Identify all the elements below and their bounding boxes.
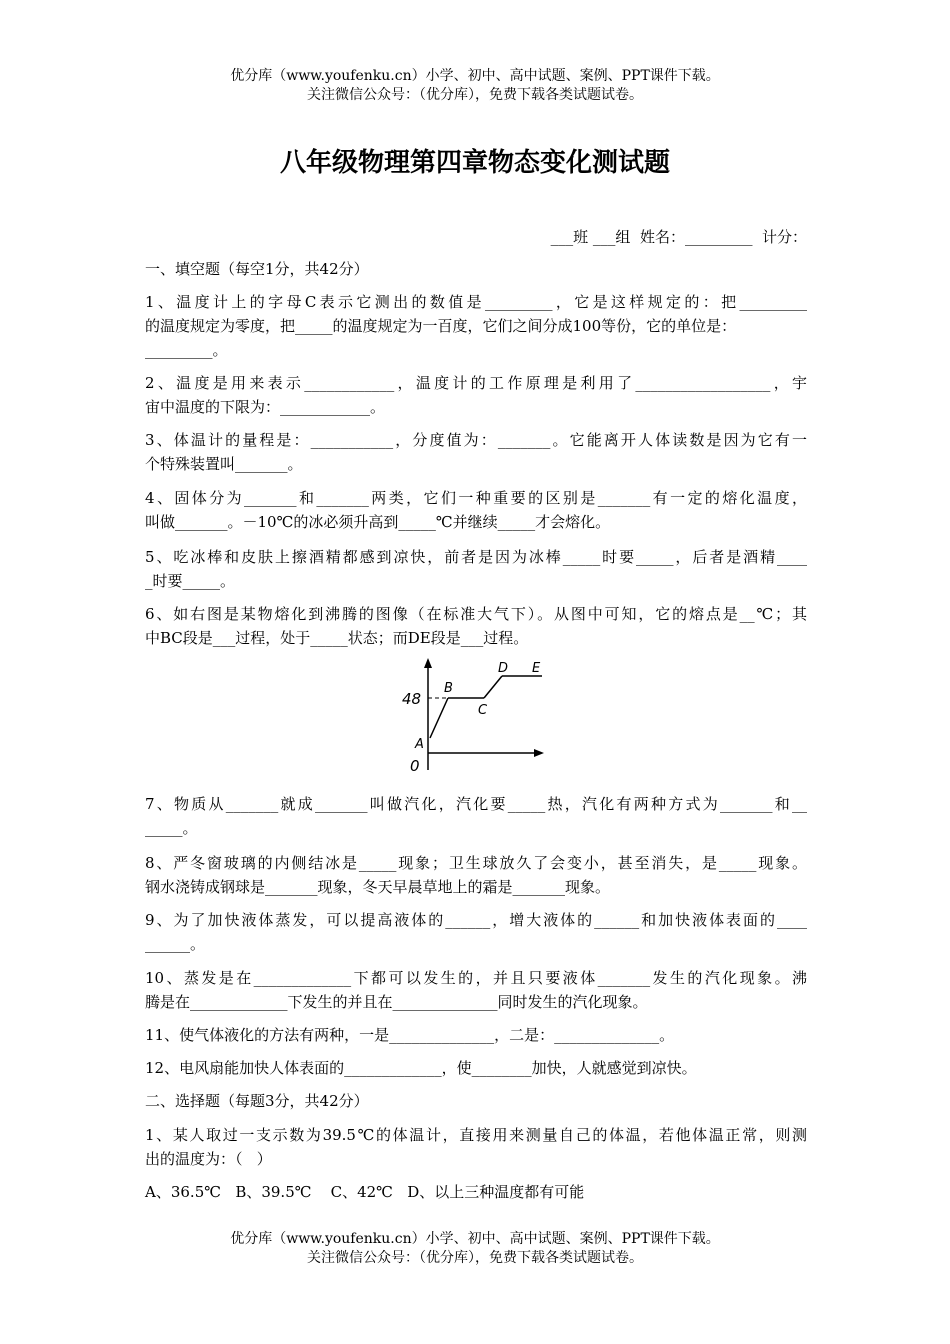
question-6-line-1: 6、如右图是某物熔化到沸腾的图像（在标准大气下）。从图中可知，它的熔点是__℃；其 xyxy=(145,605,807,623)
point-d-label: D xyxy=(498,661,509,676)
x-axis-arrow xyxy=(534,749,544,757)
melting-boiling-graph xyxy=(400,658,550,778)
question-9-line-2: ______。 xyxy=(145,935,206,953)
curve-ab xyxy=(430,698,448,738)
y-value-label: 48 xyxy=(402,690,422,708)
question-8-line-1: 8、严冬窗玻璃的内侧结冰是_____现象；卫生球放久了会变小，甚至消失，是_____现象。 xyxy=(145,854,807,872)
question-2-line-2: 宙中温度的下限为：____________。 xyxy=(145,398,386,416)
question-7-line-1: 7、物质从_______就成_______叫做汽化，汽化要_____热，汽化有两种方式为_______和__ xyxy=(145,795,807,813)
question-9-line-1: 9、为了加快液体蒸发，可以提高液体的______，增大液体的______和加快液体表面的____ xyxy=(145,911,807,929)
question-10-line-1: 10、蒸发是在_____________下都可以发生的，并且只要液体_______发生的汽化现象。沸 xyxy=(145,969,807,987)
point-a-label: A xyxy=(415,737,424,752)
question-1-line-1: 1、温度计上的字母C表示它测出的数值是_________，它是这样规定的：把_________ xyxy=(145,293,807,311)
question-8-line-2: 钢水浇铸成钢球是_______现象，冬天早晨草地上的霜是_______现象。 xyxy=(145,878,611,896)
question-5-line-1: 5、吃冰棒和皮肤上擦酒精都感到凉快，前者是因为冰棒_____时要_____，后者是酒精____ xyxy=(145,548,807,566)
question-3-line-1: 3、体温计的量程是：___________，分度值为：_______。它能离开人体读数是因为它有一 xyxy=(145,431,807,449)
question-2-line-1: 2、温度是用来表示____________，温度计的工作原理是利用了__________________，宇 xyxy=(145,374,807,392)
curve-cd xyxy=(484,676,502,698)
question-4-line-2: 叫做_______。－10℃的冰必须升高到_____℃并继续_____才会熔化。 xyxy=(145,513,611,531)
origin-label: 0 xyxy=(410,757,420,775)
question-3-line-2: 个特殊装置叫_______。 xyxy=(145,455,303,473)
header-line-1: 优分库（www.youfenku.cn）小学、初中、高中试题、案例、PPT课件下载。 xyxy=(230,68,720,84)
section-2-heading: 二、选择题（每题3分，共42分） xyxy=(145,1092,369,1110)
question-5-line-2: _时要_____。 xyxy=(145,572,236,590)
question-6-line-2: 中BC段是___过程，处于_____状态；而DE段是___过程。 xyxy=(145,629,529,647)
choice-1-options: A、36.5℃ B、39.5℃ C、42℃ D、以上三种温度都有可能 xyxy=(145,1183,585,1201)
question-1-line-3: _________。 xyxy=(145,341,228,359)
question-4-line-1: 4、固体分为_______和_______两类，它们一种重要的区别是_______有一定的熔化温度， xyxy=(145,489,807,507)
question-7-line-2: _____。 xyxy=(145,819,198,837)
point-e-label: E xyxy=(532,661,541,676)
footer-line-1: 优分库（www.youfenku.cn）小学、初中、高中试题、案例、PPT课件下载。 xyxy=(230,1231,720,1247)
page-title: 八年级物理第四章物态变化测试题 xyxy=(279,148,670,178)
question-1-line-2: 的温度规定为零度，把_____的温度规定为一百度，它们之间分成100等份，它的单位是： xyxy=(145,317,737,335)
point-c-label: C xyxy=(478,703,488,718)
student-info-line: ___班 ___组 姓名：_________ 计分： xyxy=(550,228,807,246)
y-axis-arrow xyxy=(424,658,432,668)
header-line-2: 关注微信公众号：（优分库），免费下载各类试题试卷。 xyxy=(307,87,643,103)
choice-1-line-1: 1、某人取过一支示数为39.5℃的体温计，直接用来测量自己的体温，若他体温正常，则测 xyxy=(145,1126,807,1144)
point-b-label: B xyxy=(444,681,453,696)
question-12: 12、电风扇能加快人体表面的_____________，使________加快，人就感觉到凉快。 xyxy=(145,1059,697,1077)
section-1-heading: 一、填空题（每空1分，共42分） xyxy=(145,260,369,278)
question-10-line-2: 腾是在_____________下发生的并且在______________同时发生的汽化现象。 xyxy=(145,993,648,1011)
choice-1-line-2: 出的温度为：（ ） xyxy=(145,1150,272,1168)
footer-line-2: 关注微信公众号：（优分库），免费下载各类试题试卷。 xyxy=(307,1250,643,1266)
question-11: 11、使气体液化的方法有两种，一是______________，二是：______________。 xyxy=(145,1026,675,1044)
